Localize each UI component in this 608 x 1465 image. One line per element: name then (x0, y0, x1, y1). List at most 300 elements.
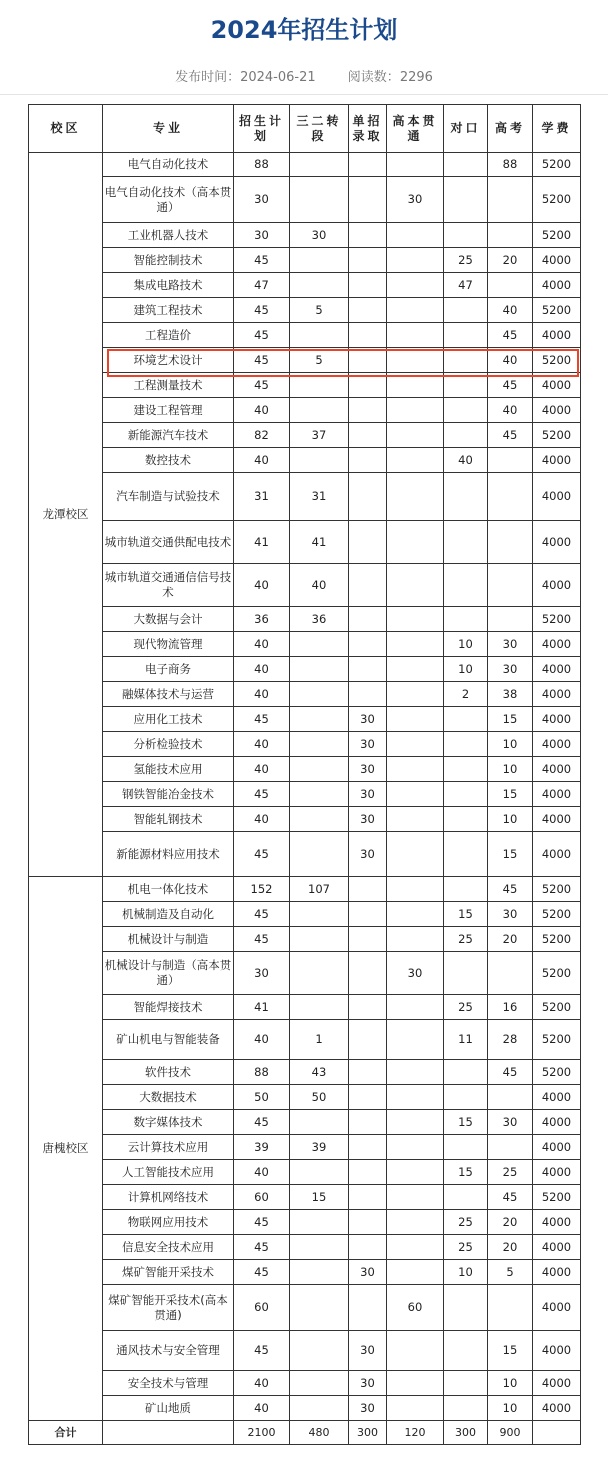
column-header: 校区 (29, 105, 103, 153)
value-cell: 40 (234, 732, 290, 757)
major-cell: 大数据技术 (103, 1085, 234, 1110)
value-cell: 40 (234, 807, 290, 832)
major-cell: 电气自动化技术（高本贯通） (103, 177, 234, 223)
value-cell (349, 682, 387, 707)
major-cell: 数控技术 (103, 448, 234, 473)
value-cell: 16 (488, 995, 533, 1020)
value-cell (444, 1135, 488, 1160)
major-cell: 汽车制造与试验技术 (103, 473, 234, 521)
value-cell (387, 1210, 444, 1235)
value-cell: 30 (349, 707, 387, 732)
major-cell: 机械设计与制造 (103, 927, 234, 952)
value-cell: 5 (290, 348, 349, 373)
value-cell (349, 995, 387, 1020)
value-cell: 88 (234, 1060, 290, 1085)
value-cell (387, 877, 444, 902)
table-row (29, 348, 581, 373)
value-cell: 10 (444, 657, 488, 682)
value-cell (444, 807, 488, 832)
value-cell (387, 995, 444, 1020)
major-cell: 矿山机电与智能装备 (103, 1020, 234, 1060)
value-cell: 15 (488, 1331, 533, 1371)
value-cell (349, 473, 387, 521)
major-cell: 建筑工程技术 (103, 298, 234, 323)
value-cell (444, 1060, 488, 1085)
value-cell: 15 (444, 1160, 488, 1185)
value-cell: 10 (488, 757, 533, 782)
major-cell: 信息安全技术应用 (103, 1235, 234, 1260)
major-cell: 工业机器人技术 (103, 223, 234, 248)
value-cell: 30 (349, 1331, 387, 1371)
table-row (29, 952, 581, 995)
value-cell (290, 902, 349, 927)
major-cell: 智能焊接技术 (103, 995, 234, 1020)
value-cell (387, 273, 444, 298)
major-cell: 工程造价 (103, 323, 234, 348)
value-cell: 30 (349, 757, 387, 782)
value-cell (387, 423, 444, 448)
value-cell: 5200 (533, 1020, 581, 1060)
value-cell: 5200 (533, 952, 581, 995)
value-cell: 30 (290, 223, 349, 248)
value-cell (488, 952, 533, 995)
enrollment-table (28, 104, 581, 1445)
value-cell (349, 423, 387, 448)
table-row (29, 632, 581, 657)
value-cell (290, 1160, 349, 1185)
value-cell: 4000 (533, 521, 581, 564)
value-cell: 4000 (533, 757, 581, 782)
value-cell: 5200 (533, 902, 581, 927)
value-cell: 15 (488, 832, 533, 877)
value-cell (444, 707, 488, 732)
value-cell: 4000 (533, 1260, 581, 1285)
table-row (29, 927, 581, 952)
value-cell: 10 (488, 1371, 533, 1396)
value-cell (444, 564, 488, 607)
value-cell (488, 564, 533, 607)
value-cell (444, 1185, 488, 1210)
value-cell: 45 (488, 1185, 533, 1210)
value-cell (387, 473, 444, 521)
table-row (29, 1060, 581, 1085)
value-cell: 45 (488, 1060, 533, 1085)
value-cell (349, 564, 387, 607)
column-header: 专业 (103, 105, 234, 153)
table-row (29, 248, 581, 273)
page-title: 2024年招生计划 (210, 16, 398, 44)
value-cell: 25 (444, 927, 488, 952)
value-cell (290, 682, 349, 707)
value-cell: 45 (234, 373, 290, 398)
value-cell (387, 927, 444, 952)
value-cell: 30 (349, 807, 387, 832)
value-cell (488, 448, 533, 473)
major-cell: 环境艺术设计 (103, 348, 234, 373)
major-cell: 煤矿智能开采技术 (103, 1260, 234, 1285)
value-cell (290, 807, 349, 832)
value-cell (387, 732, 444, 757)
value-cell (444, 1085, 488, 1110)
value-cell (444, 1396, 488, 1421)
value-cell (290, 373, 349, 398)
table-row (29, 807, 581, 832)
major-cell: 城市轨道交通通信信号技术 (103, 564, 234, 607)
value-cell: 30 (488, 632, 533, 657)
table-row (29, 607, 581, 632)
value-cell (387, 782, 444, 807)
value-cell (290, 632, 349, 657)
value-cell (387, 657, 444, 682)
value-cell: 88 (488, 153, 533, 177)
value-cell: 40 (488, 348, 533, 373)
value-cell (290, 1396, 349, 1421)
table-row (29, 832, 581, 877)
value-cell: 15 (444, 1110, 488, 1135)
value-cell (349, 1135, 387, 1160)
value-cell: 4000 (533, 682, 581, 707)
total-cell: 300 (444, 1421, 488, 1445)
value-cell: 41 (234, 521, 290, 564)
value-cell (444, 298, 488, 323)
value-cell: 40 (234, 1160, 290, 1185)
value-cell (444, 1331, 488, 1371)
value-cell (349, 273, 387, 298)
value-cell: 4000 (533, 707, 581, 732)
major-cell: 机械设计与制造（高本贯通） (103, 952, 234, 995)
value-cell (290, 927, 349, 952)
value-cell: 30 (488, 902, 533, 927)
value-cell (387, 1160, 444, 1185)
value-cell (349, 632, 387, 657)
major-cell: 氢能技术应用 (103, 757, 234, 782)
table-row (29, 1285, 581, 1331)
value-cell: 45 (234, 248, 290, 273)
divider (0, 94, 608, 95)
views-label: 阅读数： (347, 70, 400, 85)
value-cell: 45 (234, 1331, 290, 1371)
value-cell: 37 (290, 423, 349, 448)
value-cell (387, 1260, 444, 1285)
table-row (29, 564, 581, 607)
value-cell: 40 (234, 564, 290, 607)
table-row (29, 1085, 581, 1110)
table-row (29, 373, 581, 398)
value-cell (387, 832, 444, 877)
value-cell (349, 927, 387, 952)
value-cell (387, 323, 444, 348)
value-cell: 4000 (533, 807, 581, 832)
value-cell: 40 (234, 1371, 290, 1396)
major-cell: 大数据与会计 (103, 607, 234, 632)
value-cell: 10 (488, 807, 533, 832)
value-cell: 30 (387, 952, 444, 995)
value-cell: 45 (234, 298, 290, 323)
major-cell: 安全技术与管理 (103, 1371, 234, 1396)
value-cell (444, 1285, 488, 1331)
value-cell (290, 273, 349, 298)
major-cell: 机械制造及自动化 (103, 902, 234, 927)
value-cell: 4000 (533, 323, 581, 348)
value-cell (387, 902, 444, 927)
value-cell: 45 (488, 323, 533, 348)
value-cell (488, 1085, 533, 1110)
table-row (29, 1371, 581, 1396)
total-cell: 480 (290, 1421, 349, 1445)
value-cell: 5200 (533, 177, 581, 223)
value-cell: 25 (444, 995, 488, 1020)
value-cell (349, 1160, 387, 1185)
total-cell (533, 1421, 581, 1445)
value-cell: 4000 (533, 1235, 581, 1260)
value-cell (290, 1285, 349, 1331)
value-cell (349, 657, 387, 682)
column-header: 对口 (444, 105, 488, 153)
value-cell: 60 (387, 1285, 444, 1331)
value-cell: 40 (234, 682, 290, 707)
value-cell: 47 (234, 273, 290, 298)
total-row (29, 1421, 581, 1445)
major-cell: 云计算技术应用 (103, 1135, 234, 1160)
value-cell: 45 (234, 323, 290, 348)
major-cell: 应用化工技术 (103, 707, 234, 732)
value-cell (290, 757, 349, 782)
value-cell: 40 (488, 398, 533, 423)
value-cell: 20 (488, 1235, 533, 1260)
major-cell: 新能源汽车技术 (103, 423, 234, 448)
value-cell (444, 398, 488, 423)
value-cell: 40 (488, 298, 533, 323)
value-cell (387, 682, 444, 707)
table-row (29, 1235, 581, 1260)
value-cell: 40 (290, 564, 349, 607)
value-cell (387, 707, 444, 732)
value-cell: 4000 (533, 398, 581, 423)
value-cell (387, 448, 444, 473)
value-cell: 4000 (533, 273, 581, 298)
column-header: 招生计划 (234, 105, 290, 153)
table-row (29, 177, 581, 223)
value-cell: 5200 (533, 607, 581, 632)
value-cell: 5200 (533, 877, 581, 902)
table-row (29, 323, 581, 348)
major-cell: 数字媒体技术 (103, 1110, 234, 1135)
value-cell (290, 1110, 349, 1135)
table-row (29, 423, 581, 448)
value-cell: 5 (488, 1260, 533, 1285)
total-cell: 120 (387, 1421, 444, 1445)
value-cell (488, 1285, 533, 1331)
major-cell: 软件技术 (103, 1060, 234, 1085)
column-header: 单招录取 (349, 105, 387, 153)
value-cell (290, 707, 349, 732)
value-cell: 45 (488, 877, 533, 902)
table-row (29, 473, 581, 521)
value-cell: 82 (234, 423, 290, 448)
table-row (29, 448, 581, 473)
table-row (29, 707, 581, 732)
value-cell: 45 (234, 1110, 290, 1135)
value-cell: 5200 (533, 1185, 581, 1210)
table-header-row (29, 105, 581, 153)
value-cell (387, 153, 444, 177)
value-cell: 43 (290, 1060, 349, 1085)
major-cell: 智能轧钢技术 (103, 807, 234, 832)
value-cell (349, 223, 387, 248)
value-cell: 47 (444, 273, 488, 298)
value-cell: 45 (488, 373, 533, 398)
value-cell (290, 952, 349, 995)
value-cell: 45 (488, 423, 533, 448)
table-row (29, 273, 581, 298)
value-cell: 4000 (533, 248, 581, 273)
table-row (29, 902, 581, 927)
table-row (29, 995, 581, 1020)
value-cell (349, 323, 387, 348)
value-cell: 5200 (533, 223, 581, 248)
value-cell: 40 (234, 398, 290, 423)
value-cell: 4000 (533, 732, 581, 757)
value-cell (349, 902, 387, 927)
value-cell (488, 521, 533, 564)
value-cell (349, 1235, 387, 1260)
value-cell (349, 398, 387, 423)
value-cell (387, 1371, 444, 1396)
value-cell: 1 (290, 1020, 349, 1060)
value-cell (290, 782, 349, 807)
value-cell: 45 (234, 782, 290, 807)
value-cell (444, 521, 488, 564)
value-cell: 36 (290, 607, 349, 632)
value-cell (444, 177, 488, 223)
value-cell: 152 (234, 877, 290, 902)
value-cell: 50 (290, 1085, 349, 1110)
value-cell (349, 373, 387, 398)
campus-cell: 龙潭校区 (29, 153, 103, 877)
table-row (29, 1396, 581, 1421)
major-cell: 通风技术与安全管理 (103, 1331, 234, 1371)
value-cell: 10 (488, 1396, 533, 1421)
value-cell: 5 (290, 298, 349, 323)
value-cell: 20 (488, 248, 533, 273)
value-cell (290, 177, 349, 223)
value-cell: 107 (290, 877, 349, 902)
value-cell (387, 398, 444, 423)
column-header: 三二转段 (290, 105, 349, 153)
publish-info (175, 70, 316, 85)
table-row (29, 1260, 581, 1285)
value-cell: 41 (290, 521, 349, 564)
table-row (29, 1185, 581, 1210)
value-cell: 4000 (533, 1135, 581, 1160)
value-cell (387, 1396, 444, 1421)
value-cell: 4000 (533, 1396, 581, 1421)
major-cell: 建设工程管理 (103, 398, 234, 423)
major-cell: 煤矿智能开采技术(高本贯通) (103, 1285, 234, 1331)
value-cell (488, 473, 533, 521)
table-row (29, 1210, 581, 1235)
value-cell: 4000 (533, 632, 581, 657)
value-cell (290, 732, 349, 757)
value-cell: 45 (234, 1260, 290, 1285)
value-cell: 36 (234, 607, 290, 632)
value-cell: 4000 (533, 782, 581, 807)
value-cell: 45 (234, 832, 290, 877)
value-cell (444, 348, 488, 373)
table-row (29, 521, 581, 564)
value-cell: 25 (444, 1210, 488, 1235)
value-cell (290, 248, 349, 273)
value-cell: 45 (234, 707, 290, 732)
major-cell: 新能源材料应用技术 (103, 832, 234, 877)
value-cell: 4000 (533, 1285, 581, 1331)
table-row (29, 1331, 581, 1371)
value-cell (387, 1085, 444, 1110)
value-cell: 25 (488, 1160, 533, 1185)
value-cell: 4000 (533, 473, 581, 521)
value-cell (444, 223, 488, 248)
value-cell (349, 1020, 387, 1060)
value-cell: 30 (488, 657, 533, 682)
value-cell (387, 1110, 444, 1135)
table-row (29, 153, 581, 177)
value-cell: 25 (444, 248, 488, 273)
value-cell (387, 373, 444, 398)
value-cell (387, 757, 444, 782)
value-cell: 30 (349, 1260, 387, 1285)
value-cell (349, 1085, 387, 1110)
column-header: 学费 (533, 105, 581, 153)
value-cell: 30 (234, 177, 290, 223)
table-row (29, 732, 581, 757)
table-row (29, 398, 581, 423)
value-cell: 41 (234, 995, 290, 1020)
value-cell: 45 (234, 927, 290, 952)
value-cell (387, 348, 444, 373)
value-cell (444, 952, 488, 995)
value-cell (387, 1135, 444, 1160)
value-cell: 20 (488, 927, 533, 952)
value-cell: 4000 (533, 1110, 581, 1135)
value-cell: 30 (349, 1396, 387, 1421)
value-cell (290, 1260, 349, 1285)
value-cell (387, 607, 444, 632)
value-cell (387, 807, 444, 832)
value-cell: 15 (444, 902, 488, 927)
value-cell (444, 473, 488, 521)
value-cell (349, 177, 387, 223)
value-cell (349, 448, 387, 473)
value-cell: 15 (488, 782, 533, 807)
value-cell (349, 952, 387, 995)
value-cell (290, 398, 349, 423)
value-cell: 30 (349, 782, 387, 807)
table-row (29, 682, 581, 707)
article-meta (0, 66, 608, 85)
publish-date: 2024-06-21 (240, 70, 316, 85)
value-cell (290, 153, 349, 177)
value-cell (444, 732, 488, 757)
major-cell: 现代物流管理 (103, 632, 234, 657)
value-cell: 2 (444, 682, 488, 707)
table-row (29, 1160, 581, 1185)
total-cell: 900 (488, 1421, 533, 1445)
value-cell (290, 1371, 349, 1396)
value-cell: 40 (234, 1396, 290, 1421)
value-cell: 5200 (533, 1060, 581, 1085)
value-cell: 4000 (533, 373, 581, 398)
table-row (29, 223, 581, 248)
